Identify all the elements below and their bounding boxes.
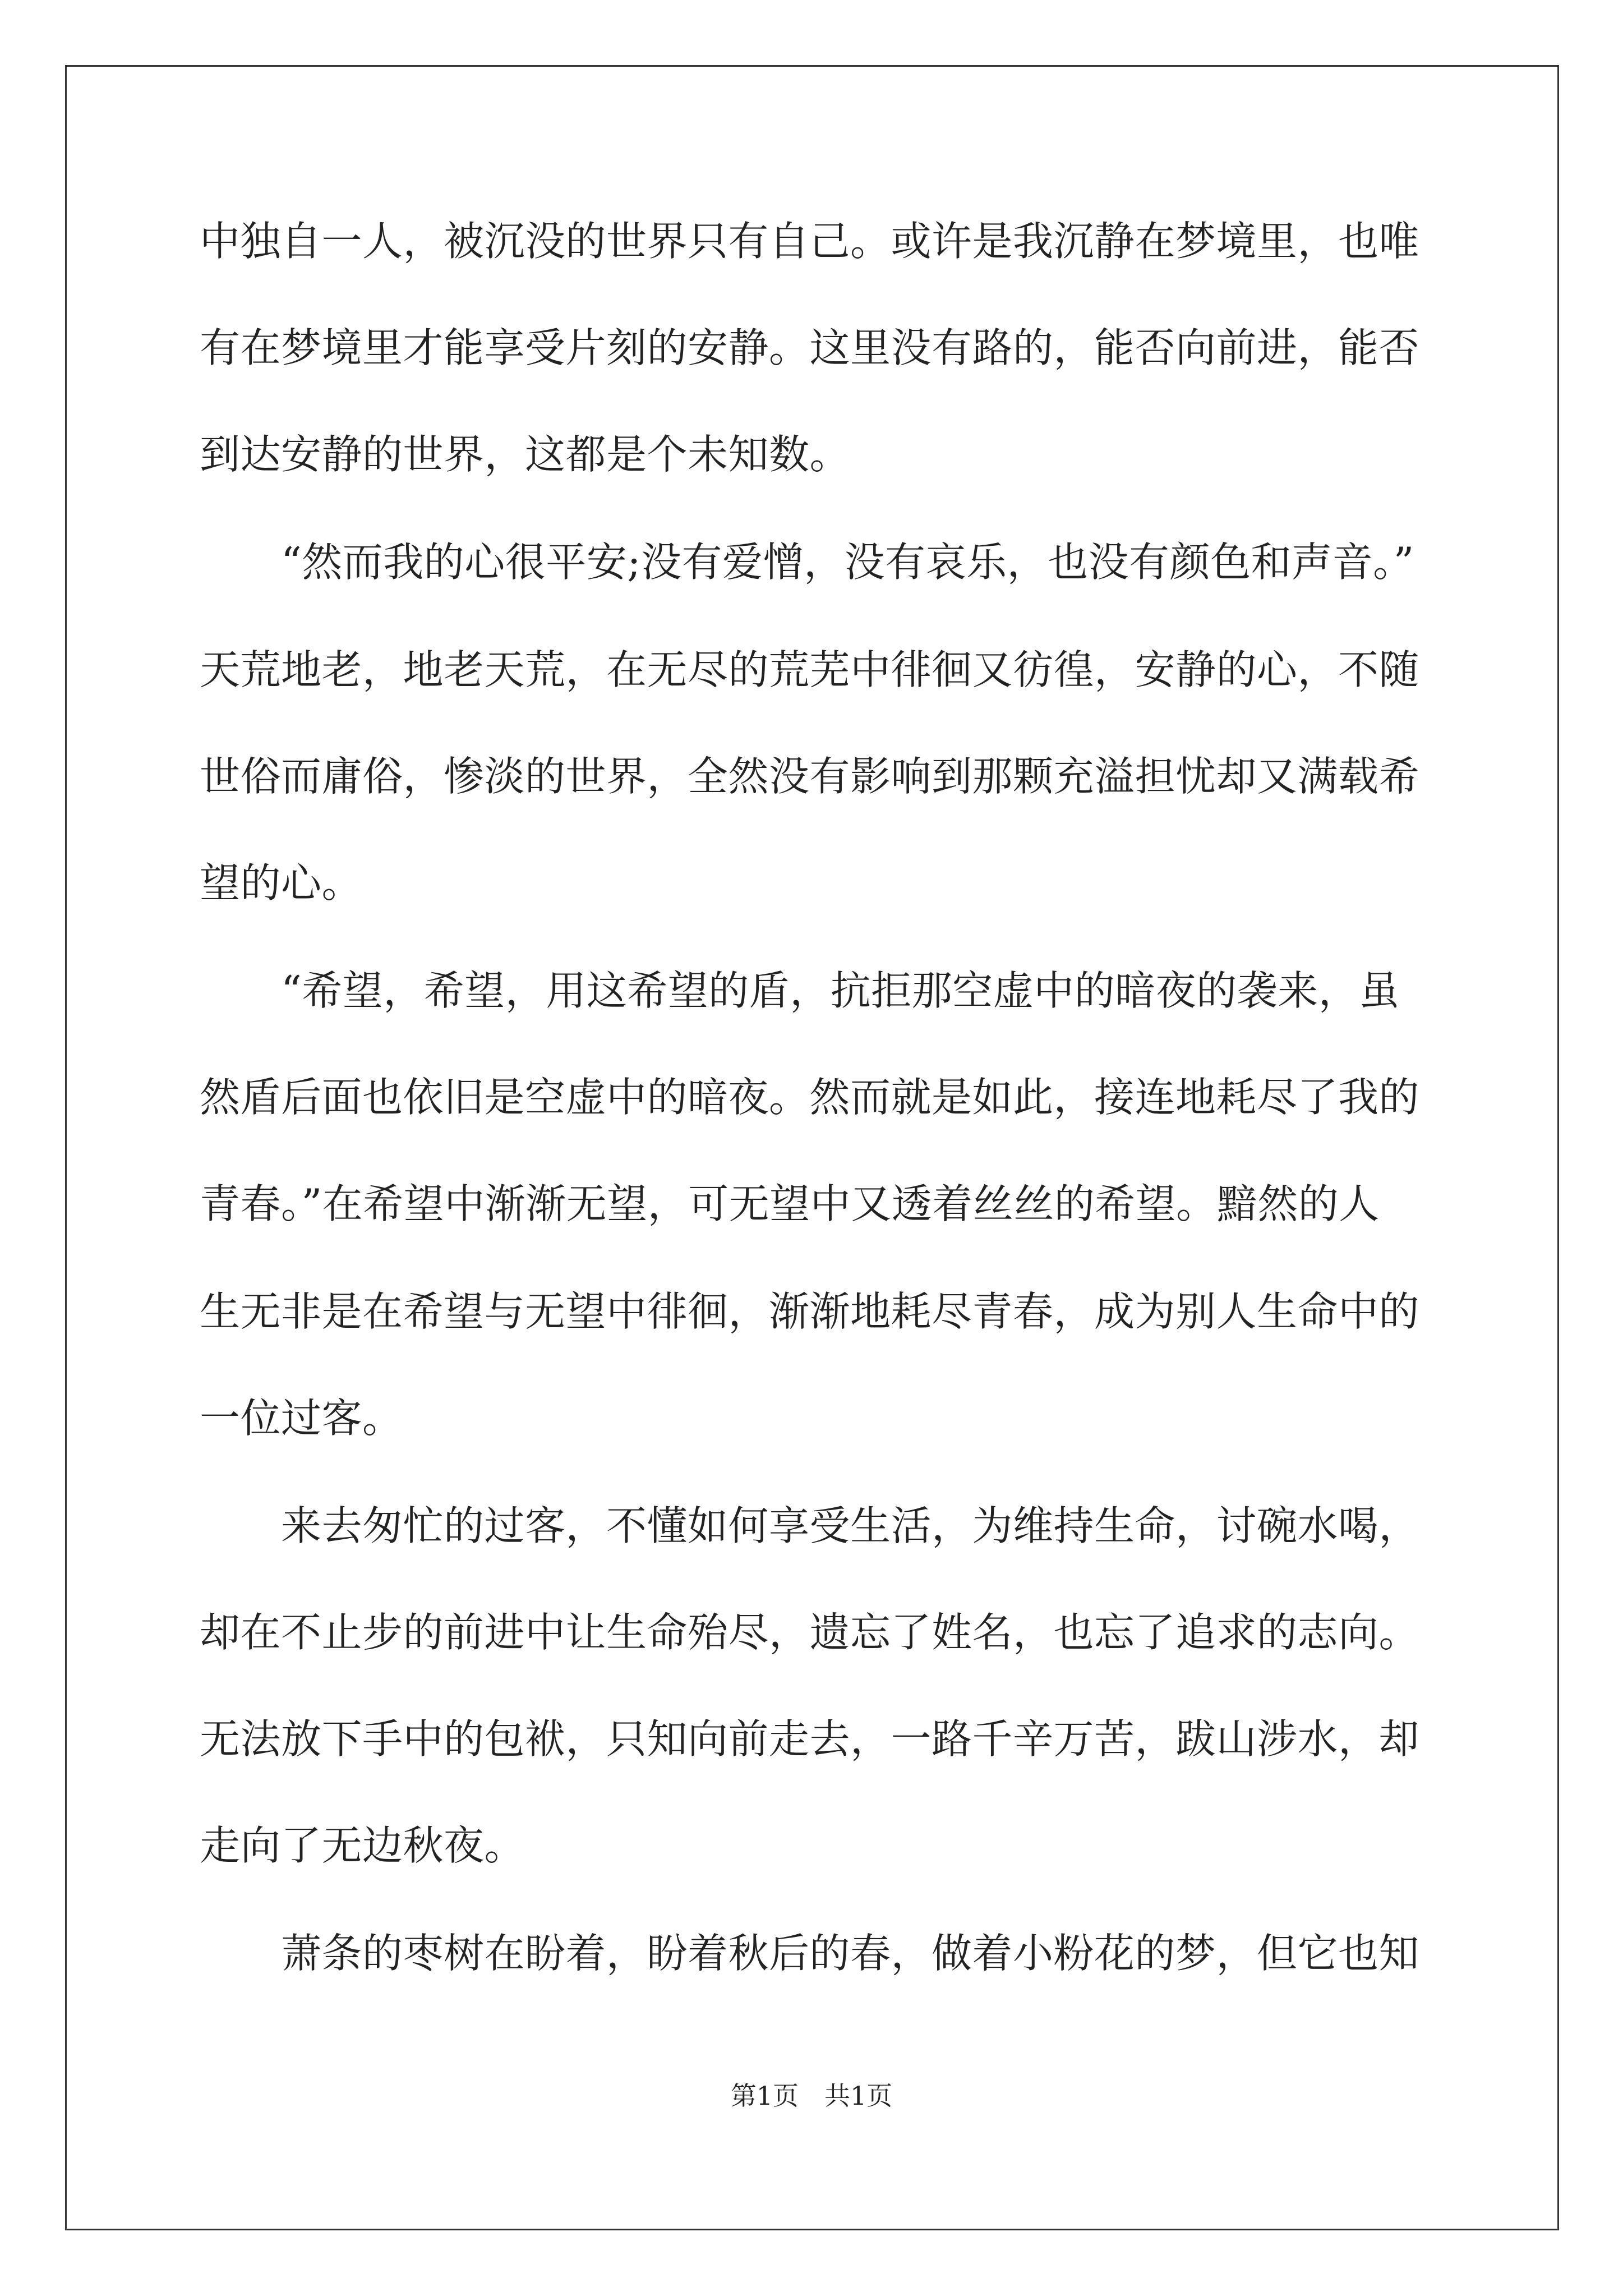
text-line: 一位过客。 (200, 1395, 403, 1442)
text-line: 却在不止步的前进中让生命殆尽，遗忘了姓名，也忘了追求的志向。 (200, 1609, 1420, 1656)
text-line: 生无非是在希望与无望中徘徊，渐渐地耗尽青春，成为别人生命中的 (200, 1288, 1420, 1335)
text-line: 有在梦境里才能享受片刻的安静。这里没有路的，能否向前进，能否 (200, 324, 1420, 371)
text-line: 望的心。 (200, 859, 363, 907)
text-line: 然盾后面也依旧是空虚中的暗夜。然而就是如此，接连地耗尽了我的 (200, 1074, 1420, 1121)
text-line: 中独自一人，被沉没的世界只有自己。或许是我沉静在梦境里，也唯 (200, 218, 1420, 265)
text-line: 来去匆忙的过客，不懂如何享受生活，为维持生命，讨碗水喝， (200, 1502, 1420, 1549)
text-line: 萧条的枣树在盼着，盼着秋后的春，做着小粉花的梦，但它也知 (200, 1930, 1420, 1977)
text-line: “希望，希望，用这希望的盾，抗拒那空虚中的暗夜的袭来，虽 (200, 967, 1400, 1014)
page-number-footer: 第1页 共1页 (730, 2081, 893, 2111)
document-body (200, 214, 1428, 1980)
text-line: 青春。”在希望中渐渐无望，可无望中又透着丝丝的希望。黯然的人 (200, 1180, 1380, 1227)
text-line: 到达安静的世界，这都是个未知数。 (200, 431, 851, 478)
text-line: 走向了无边秋夜。 (200, 1822, 525, 1869)
text-line: 天荒地老，地老天荒，在无尽的荒芜中徘徊又彷徨，安静的心，不随 (200, 646, 1420, 693)
text-line: “然而我的心很平安;没有爱憎，没有哀乐，也没有颜色和声音。” (200, 539, 1414, 586)
text-line: 世俗而庸俗，惨淡的世界，全然没有影响到那颗充溢担忧却又满载希 (200, 753, 1420, 800)
text-line: 无法放下手中的包袱，只知向前走去，一路千辛万苦，跋山涉水，却 (200, 1715, 1420, 1763)
